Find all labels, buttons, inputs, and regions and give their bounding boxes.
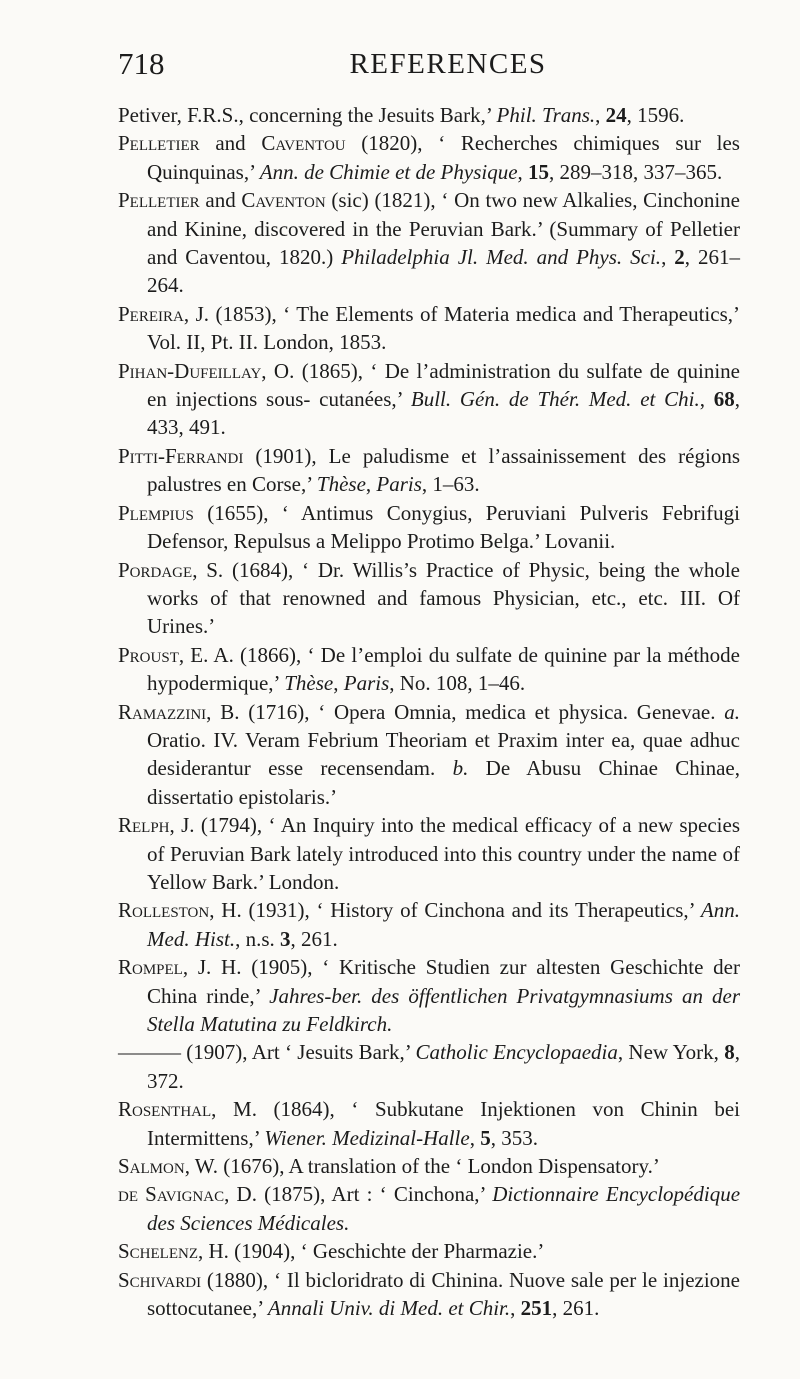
reference-entry: Pereira, J. (1853), ‘ The Elements of Materia medica and Therapeutics,’ Vol. II, Pt. II. London, 1853. [118,301,740,355]
reference-entry: Schelenz, H. (1904), ‘ Geschichte der Pharmazie.’ [118,1239,545,1264]
reference-author: Pereira [118,301,184,326]
reference-author: de Savignac [118,1182,225,1207]
reference-entry: Proust, E. A. (1866), ‘ De l’emploi du sulfate de quinine par la méthode hypodermique,’ Thèse, Paris, No. 108, 1–46. [118,642,740,696]
reference-author: Pitti-Ferrandi [118,443,244,468]
reference-entry: Petiver, F.R.S., concerning the Jesuits Bark,’ Phil. Trans., 24, 1596. [118,103,685,127]
reference-entry: ——— (1907), Art ‘ Jesuits Bark,’ Catholic Encyclopaedia, New York, 8, 372. [118,1040,740,1093]
reference-author: Pihan-Dufeillay [118,358,262,383]
page-number: 718 [118,46,165,81]
running-head: REFERENCES [349,48,547,80]
reference-entry: Pordage, S. (1684), ‘ Dr. Willis’s Practice of Physic, being the whole works of that renowned and famous Physician, etc., etc. III. Of Urines.’ [118,557,740,639]
reference-entry: de Savignac, D. (1875), Art : ‘ Cinchona,’ Dictionnaire Encyclopédique des Sciences Médicales. [118,1182,741,1235]
reference-author: Pordage [118,557,193,582]
reference-entry: Plempius (1655), ‘ Antimus Conygius, Peruviani Pulveris Febrifugi Defensor, Repulsus a Melippo Protimo Belga.’ Lovanii. [118,500,740,554]
reference-author: Pelletier [118,188,200,213]
reference-author: Proust [118,642,179,667]
reference-entry: Pelletier and Caventon (sic) (1821), ‘ On two new Alkalies, Cinchonine and Kinine, discovered in the Peruvian Bark.’ (Summary of Pelletier and Caventou, 1820.) Philadelphia Jl. Med. and Phys. Sci., 2, 261–264. [118,188,741,298]
reference-author: Ramazzini [118,699,207,724]
reference-entry: Pitti-Ferrandi (1901), Le paludisme et l’assainissement des régions palustres en Corse,’ Thèse, Paris, 1–63. [118,443,740,497]
reference-author: Salmon [118,1154,185,1179]
page-header [118,44,738,84]
reference-author: Rosenthal [118,1097,212,1122]
reference-entry: Salmon, W. (1676), A translation of the ‘ London Dispensatory.’ [118,1154,660,1179]
reference-entry: Pelletier and Caventou (1820), ‘ Recherches chimiques sur les Quinquinas,’ Ann. de Chimie et de Physique, 15, 289–318, 337–365. [118,131,740,184]
reference-author: Pelletier [118,131,200,156]
ditto-dash: ——— [118,1040,181,1065]
reference-author: Caventou [261,131,346,156]
reference-entry: Ramazzini, B. (1716), ‘ Opera Omnia, medica et physica. Genevae. a. Oratio. IV. Veram Febrium Theoriam et Praxim inter ea, quae adhuc desiderantur esse recensendam. b. De Abusu Chinae Chinae, dissertatio epistolaris.’ [118,699,740,809]
reference-author: Rolleston [118,898,210,923]
reference-entry: Relph, J. (1794), ‘ An Inquiry into the medical efficacy of a new species of Peruvian Bark lately introduced into this country under the name of Yellow Bark.’ London. [118,813,740,894]
reference-entry: Pihan-Dufeillay, O. (1865), ‘ De l’administration du sulfate de quinine en injections sous- cutanées,’ Bull. Gén. de Thér. Med. et Chi., 68, 433, 491. [118,358,740,440]
reference-list [118,101,740,1322]
reference-author: Schelenz [118,1239,198,1264]
reference-entry: Rolleston, H. (1931), ‘ History of Cinchona and its Therapeutics,’ Ann. Med. Hist., n.s. 3, 261. [118,898,740,951]
reference-author: Caventon [241,188,326,213]
reference-author: Relph [118,813,170,838]
reference-entry: Rosenthal, M. (1864), ‘ Subkutane Injektionen von Chinin bei Intermittens,’ Wiener. Medizinal-Halle, 5, 353. [118,1097,740,1150]
reference-entry: Rompel, J. H. (1905), ‘ Kritische Studien zur altesten Geschichte der China rinde,’ Jahres-ber. des öffentlichen Privatgymnasiums an der Stella Matutina zu Feldkirch. [118,955,740,1036]
reference-author: Schivardi [118,1267,202,1292]
reference-author: Plempius [118,500,194,525]
reference-author: Rompel [118,955,183,980]
reference-entry: Schivardi (1880), ‘ Il bicloridrato di Chinina. Nuove sale per le injezione sottocutanee,’ Annali Univ. di Med. et Chir., 251, 261. [118,1267,740,1321]
